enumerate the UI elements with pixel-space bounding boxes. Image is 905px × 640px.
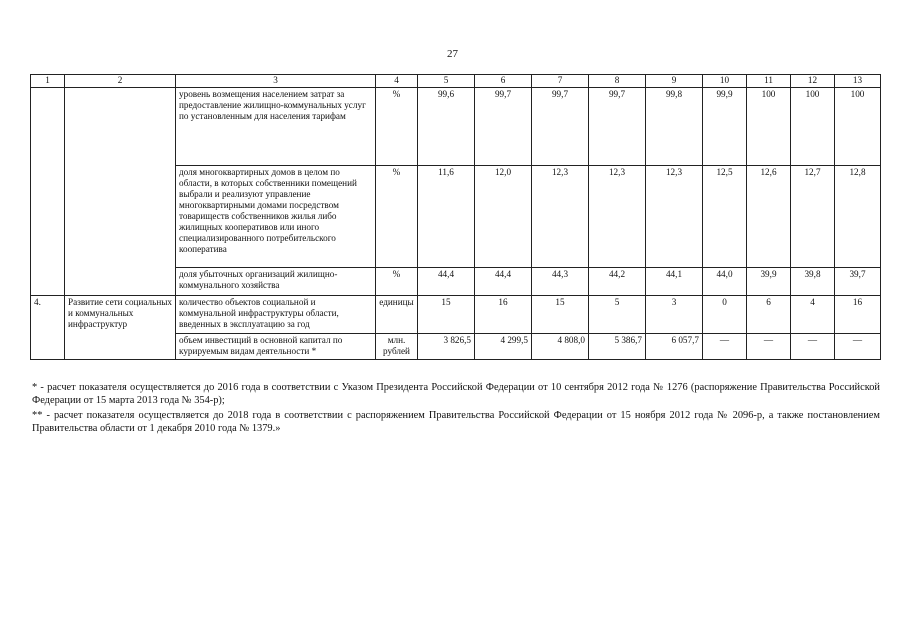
value-cell: 4 808,0 xyxy=(532,334,589,360)
program-name-cell xyxy=(65,88,176,296)
value-cell: 100 xyxy=(835,88,881,166)
column-number-13: 13 xyxy=(835,75,881,88)
column-number-3: 3 xyxy=(176,75,376,88)
column-number-1: 1 xyxy=(31,75,65,88)
value-cell: — xyxy=(791,334,835,360)
value-cell: 12,3 xyxy=(532,166,589,268)
value-cell: 16 xyxy=(475,296,532,334)
column-number-11: 11 xyxy=(747,75,791,88)
column-number-8: 8 xyxy=(589,75,646,88)
value-cell: 99,7 xyxy=(532,88,589,166)
table-header-row xyxy=(31,75,881,88)
unit-cell: % xyxy=(376,166,418,268)
column-number-2: 2 xyxy=(65,75,176,88)
value-cell: 16 xyxy=(835,296,881,334)
footnote: * - расчет показателя осуществляется до 2016 года в соответствии с Указом Президента Российской Федерации от 10 сентября 2012 года № 1276 (распоряжение Правительства Российской Федерации от 15 марта 2013 года № 354-р); xyxy=(32,382,880,406)
value-cell: 12,3 xyxy=(589,166,646,268)
indicator-cell: доля убыточных организаций жилищно-коммунального хозяйства xyxy=(176,268,376,296)
value-cell: 12,6 xyxy=(747,166,791,268)
value-cell: 12,3 xyxy=(646,166,703,268)
column-number-10: 10 xyxy=(703,75,747,88)
value-cell: 99,7 xyxy=(475,88,532,166)
value-cell: 6 xyxy=(747,296,791,334)
indicator-cell: объем инвестиций в основной капитал по курируемым видам деятельности * xyxy=(176,334,376,360)
value-cell: — xyxy=(703,334,747,360)
value-cell: 15 xyxy=(532,296,589,334)
column-number-5: 5 xyxy=(418,75,475,88)
value-cell: 39,8 xyxy=(791,268,835,296)
value-cell: — xyxy=(747,334,791,360)
value-cell: — xyxy=(835,334,881,360)
table-row xyxy=(31,296,881,334)
value-cell: 12,0 xyxy=(475,166,532,268)
value-cell: 44,4 xyxy=(475,268,532,296)
value-cell: 39,9 xyxy=(747,268,791,296)
value-cell: 99,6 xyxy=(418,88,475,166)
column-number-9: 9 xyxy=(646,75,703,88)
column-number-7: 7 xyxy=(532,75,589,88)
value-cell: 39,7 xyxy=(835,268,881,296)
value-cell: 4 xyxy=(791,296,835,334)
indicator-cell: доля многоквартирных домов в целом по области, в которых собственники помещений выбрали и реализуют управление многоквартирными домами посредством товариществ собственников жилья либо жилищных кооперативов или иного специализированного потребительского кооператива xyxy=(176,166,376,268)
value-cell: 6 057,7 xyxy=(646,334,703,360)
table-row xyxy=(31,88,881,166)
value-cell: 12,7 xyxy=(791,166,835,268)
value-cell: 44,3 xyxy=(532,268,589,296)
value-cell: 100 xyxy=(791,88,835,166)
value-cell: 3 xyxy=(646,296,703,334)
value-cell: 44,0 xyxy=(703,268,747,296)
unit-cell: млн. рублей xyxy=(376,334,418,360)
value-cell: 12,5 xyxy=(703,166,747,268)
unit-cell: единицы xyxy=(376,296,418,334)
unit-cell: % xyxy=(376,268,418,296)
column-number-6: 6 xyxy=(475,75,532,88)
value-cell: 15 xyxy=(418,296,475,334)
page-number: 27 xyxy=(447,48,458,60)
value-cell: 44,2 xyxy=(589,268,646,296)
value-cell: 99,8 xyxy=(646,88,703,166)
indicator-cell: количество объектов социальной и коммунальной инфраструктуры области, введенных в эксплуатацию за год xyxy=(176,296,376,334)
value-cell: 5 xyxy=(589,296,646,334)
indicators-table xyxy=(30,74,881,360)
value-cell: 5 386,7 xyxy=(589,334,646,360)
row-number-cell xyxy=(31,88,65,296)
column-number-12: 12 xyxy=(791,75,835,88)
footnotes xyxy=(32,381,880,437)
value-cell: 100 xyxy=(747,88,791,166)
indicator-cell: уровень возмещения населением затрат за предоставление жилищно-коммунальных услуг по установленным для населения тарифам xyxy=(176,88,376,166)
row-number-cell: 4. xyxy=(31,296,65,360)
value-cell: 99,9 xyxy=(703,88,747,166)
value-cell: 0 xyxy=(703,296,747,334)
footnote: ** - расчет показателя осуществляется до 2018 года в соответствии с распоряжением Правительства Российской Федерации от 15 ноября 2012 года № 2096-р, а также постановлением Правительства области от 1 декабря 2010 года № 1379.» xyxy=(32,410,880,434)
value-cell: 44,4 xyxy=(418,268,475,296)
value-cell: 4 299,5 xyxy=(475,334,532,360)
program-name-cell: Развитие сети социальных и коммунальных инфраструктур xyxy=(65,296,176,360)
value-cell: 44,1 xyxy=(646,268,703,296)
value-cell: 3 826,5 xyxy=(418,334,475,360)
value-cell: 12,8 xyxy=(835,166,881,268)
column-number-4: 4 xyxy=(376,75,418,88)
value-cell: 99,7 xyxy=(589,88,646,166)
unit-cell: % xyxy=(376,88,418,166)
value-cell: 11,6 xyxy=(418,166,475,268)
